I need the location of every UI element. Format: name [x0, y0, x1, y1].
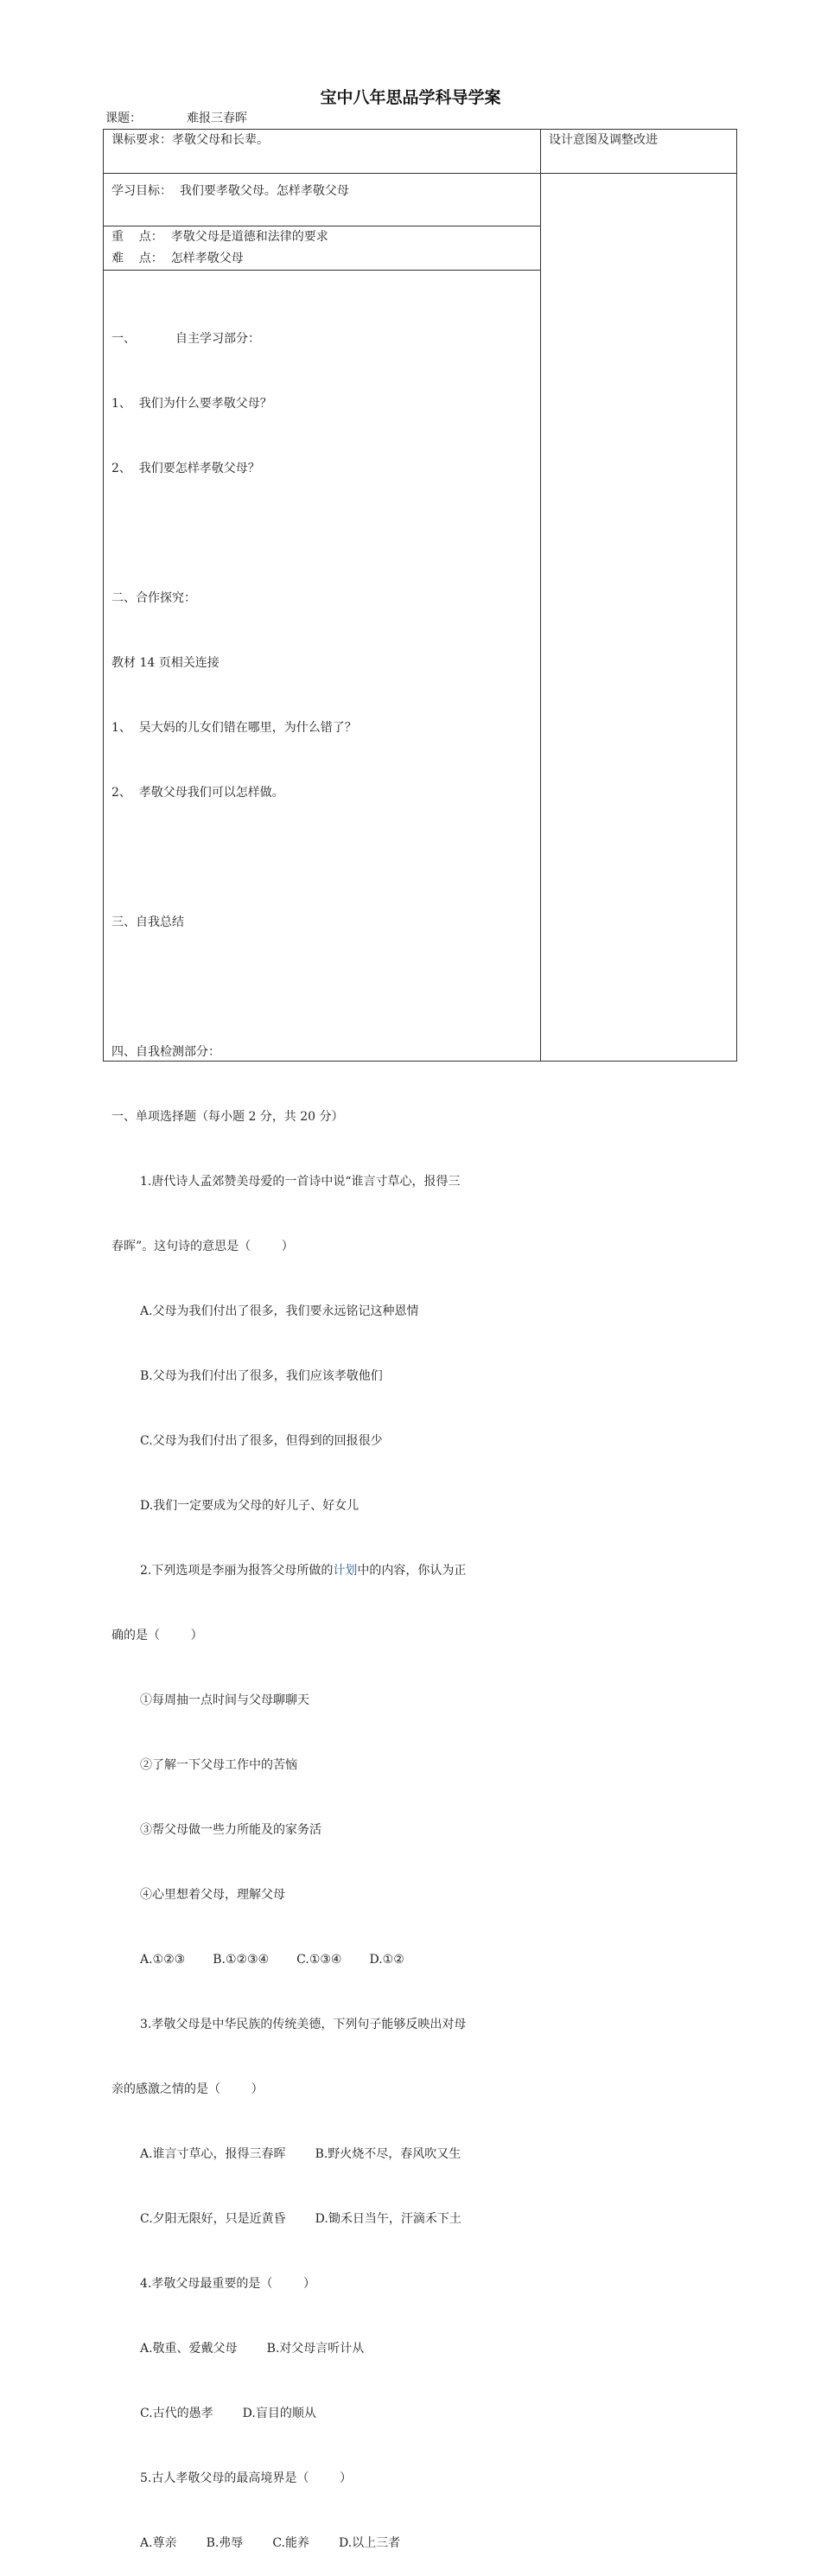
question-text: 2.下列选项是李丽为报答父母所做的 — [140, 1564, 334, 1578]
question-3-text: 3.孝敬父母是中华民族的传统美德，下列句子能够反映出对母 — [140, 2018, 467, 2031]
option: D.①② — [369, 1953, 404, 1967]
row-divider — [103, 270, 541, 271]
section-3-heading: 三、自我总结 — [111, 915, 184, 929]
option: C.夕阳无限好，只是近黄昏 — [140, 2212, 286, 2226]
option: B.①②③④ — [213, 1953, 270, 1967]
option: A.尊亲 — [140, 2536, 177, 2550]
option: D.以上三者 — [338, 2536, 401, 2550]
list-item: 1、 我们为什么要孝敬父母？ — [111, 397, 272, 411]
option: D.盲目的顺从 — [242, 2407, 316, 2420]
option: C.古代的愚孝 — [140, 2407, 213, 2420]
question-text: 中的内容，你认为正 — [357, 1564, 467, 1578]
topic-label: 课题： — [105, 112, 142, 125]
requirement-cell: 课标要求：孝敬父母和长辈。 — [111, 133, 269, 147]
statement: ①每周抽一点时间与父母聊聊天 — [140, 1693, 309, 1707]
plan-link[interactable]: 计划 — [333, 1564, 358, 1578]
option: D.锄禾日当午，汗滴禾下土 — [315, 2212, 461, 2226]
row-divider — [103, 173, 737, 174]
topic-value: 难报三春晖 — [187, 112, 247, 125]
section-2-heading: 二、合作探究： — [111, 591, 196, 605]
question-4-options — [111, 2403, 466, 2425]
question-1-text: 1.唐代诗人孟郊赞美母爱的一首诗中说“谁言寸草心，报得三 — [140, 1175, 461, 1189]
question-2-text — [111, 1560, 466, 1582]
statement: ④心里想着父母，理解父母 — [140, 1888, 285, 1902]
section-1-heading — [111, 328, 466, 350]
difficulty-cell: 难 点： 怎样孝敬父母 — [111, 252, 244, 265]
option: C.能养 — [272, 2536, 309, 2550]
list-item: 2、 孝敬父母我们可以怎样做。 — [111, 786, 284, 800]
section-number: 一、 — [111, 332, 136, 346]
topic-line — [105, 111, 247, 126]
question-5-options — [111, 2533, 466, 2554]
list-item: 2、 我们要怎样孝敬父母？ — [111, 462, 260, 475]
option: A.谁言寸草心，报得三春晖 — [140, 2147, 286, 2161]
question-4-options — [111, 2338, 466, 2360]
option: C.父母为我们付出了很多，但得到的回报很少 — [140, 1434, 383, 1448]
document-title: 宝中八年思品学科导学案 — [320, 88, 501, 107]
key-point-cell: 重 点： 孝敬父母是道德和法律的要求 — [111, 230, 328, 244]
statement: ③帮父母做一些力所能及的家务活 — [140, 1823, 321, 1837]
question-3-options — [111, 2209, 466, 2230]
option: B.野火烧不尽，春风吹又生 — [315, 2147, 461, 2161]
option: A.敬重、爱戴父母 — [140, 2342, 238, 2356]
question-1-text-cont: 春晖”。这句诗的意思是（ ） — [111, 1240, 294, 1253]
column-divider — [540, 129, 541, 1062]
question-3-text-cont: 亲的感激之情的是（ ） — [111, 2082, 264, 2096]
option: B.对父母言听计从 — [266, 2342, 365, 2356]
option: D.我们一定要成为父母的好儿子、好女儿 — [140, 1499, 360, 1513]
statement: ②了解一下父母工作中的苦恼 — [140, 1758, 297, 1772]
option: C.①③④ — [296, 1953, 342, 1967]
question-5-text: 5.古人孝敬父母的最高境界是（ ） — [140, 2471, 352, 2485]
question-2-options — [111, 1949, 466, 1971]
goal-cell: 学习目标： 我们要孝敬父母。怎样孝敬父母 — [111, 184, 349, 198]
textbook-reference: 教材 14 页相关连接 — [111, 656, 220, 670]
option: B.弗辱 — [206, 2536, 244, 2550]
option: A.父母为我们付出了很多，我们要永远铭记这种恩情 — [140, 1304, 419, 1318]
section-4-heading: 四、自我检测部分： — [111, 1045, 220, 1059]
question-4-text: 4.孝敬父母最重要的是（ ） — [140, 2277, 315, 2291]
design-column-header: 设计意图及调整改进 — [549, 133, 658, 147]
list-item: 1、 吴大妈的儿女们错在哪里，为什么错了？ — [111, 721, 357, 735]
option: A.①②③ — [140, 1953, 186, 1967]
section-title: 自主学习部分： — [175, 332, 260, 346]
question-2-text-cont: 确的是（ ） — [111, 1629, 203, 1642]
content-cell — [111, 285, 466, 2576]
option: B.父母为我们付出了很多，我们应该孝敬他们 — [140, 1369, 383, 1383]
multiple-choice-heading: 一、单项选择题（每小题 2 分，共 20 分） — [111, 1110, 344, 1124]
question-3-options — [111, 2144, 466, 2165]
